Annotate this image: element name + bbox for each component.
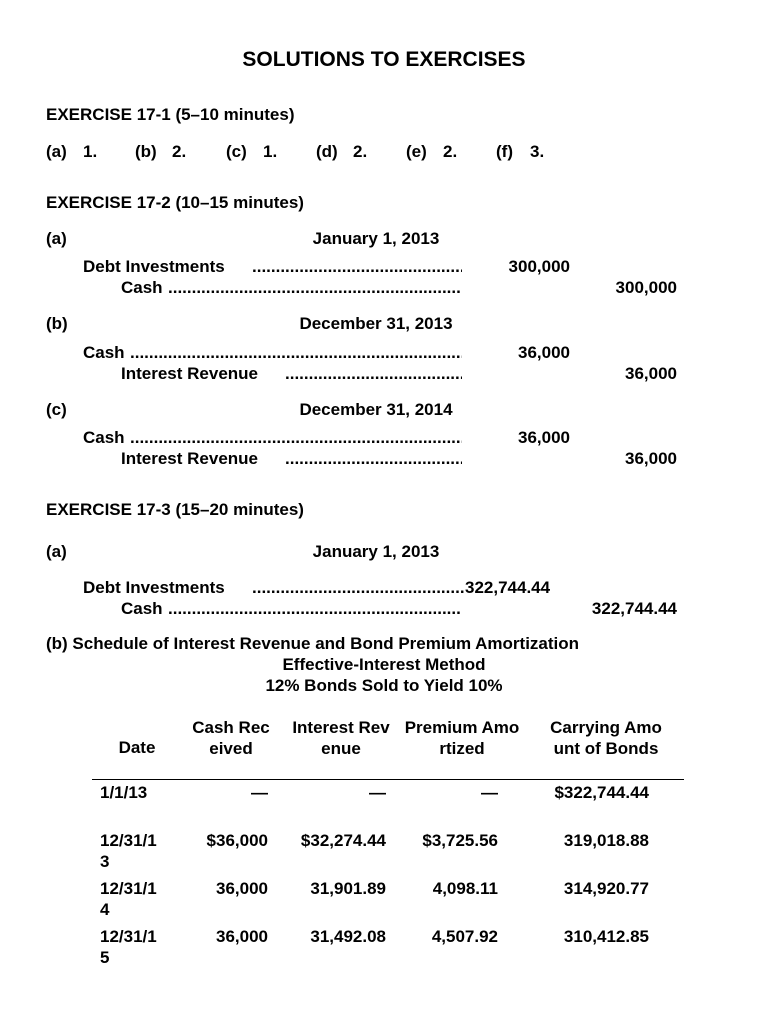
table-cell: 12/31/13	[100, 831, 157, 871]
table-cell: 31,901.89	[310, 879, 386, 898]
table-cell: 310,412.85	[563, 927, 649, 946]
part-label: (c)	[46, 400, 67, 419]
leader-dots	[130, 428, 462, 448]
answer-value: 2.	[443, 142, 458, 161]
table-cell: —	[369, 783, 386, 802]
credit-amount: 322,744.44	[591, 599, 677, 618]
table-cell: $36,000	[206, 831, 268, 850]
table-cell: 12/31/15	[100, 927, 157, 967]
debit-amount: 36,000	[518, 428, 570, 447]
entry-date: January 1, 2013	[312, 542, 440, 561]
credit-amount: 36,000	[625, 449, 677, 468]
column-header: Interest Revenue	[292, 718, 390, 758]
credit-account: Interest Revenue	[121, 449, 258, 468]
schedule-subtitle: Effective-Interest Method	[282, 655, 486, 674]
table-cell: 31,492.08	[310, 927, 386, 946]
column-header: Date	[118, 738, 156, 757]
table-cell: 12/31/14	[100, 879, 157, 919]
answer-label: (a)	[46, 142, 67, 161]
exercise-17-2-heading: EXERCISE 17-2 (10–15 minutes)	[46, 193, 304, 212]
answer-label: (b)	[135, 142, 157, 161]
leader-dots	[168, 599, 462, 619]
table-cell: —	[481, 783, 498, 802]
exercise-17-3-heading: EXERCISE 17-3 (15–20 minutes)	[46, 500, 304, 519]
table-cell: 36,000	[216, 879, 268, 898]
part-label: (a)	[46, 542, 67, 561]
entry-date: December 31, 2014	[299, 400, 453, 419]
credit-account: Interest Revenue	[121, 364, 258, 383]
debit-account: Cash	[83, 428, 125, 447]
credit-amount: 36,000	[625, 364, 677, 383]
column-header: Premium Amortized	[404, 718, 520, 758]
answer-label: (e)	[406, 142, 427, 161]
debit-account: Debt Investments	[83, 578, 225, 597]
debit-account: Debt Investments	[83, 257, 225, 276]
table-cell: 36,000	[216, 927, 268, 946]
answer-value: 3.	[530, 142, 545, 161]
answer-value: 1.	[83, 142, 98, 161]
answer-label: (f)	[496, 142, 513, 161]
table-cell: 314,920.77	[563, 879, 649, 898]
entry-date: January 1, 2013	[312, 229, 440, 248]
leader-dots	[285, 364, 462, 384]
answer-label: (c)	[226, 142, 247, 161]
credit-account: Cash	[121, 599, 163, 618]
table-cell: 4,507.92	[431, 927, 498, 946]
answer-value: 2.	[172, 142, 187, 161]
schedule-subtitle: 12% Bonds Sold to Yield 10%	[265, 676, 503, 695]
entry-date: December 31, 2013	[299, 314, 453, 333]
table-cell: $3,725.56	[422, 831, 498, 850]
table-cell: —	[251, 783, 268, 802]
schedule-title: (b) Schedule of Interest Revenue and Bond Premium Amortization	[46, 634, 580, 653]
table-cell: 4,098.11	[432, 879, 498, 898]
table-cell: $32,274.44	[300, 831, 386, 850]
column-header: Carrying Amount of Bonds	[550, 718, 662, 758]
column-header: Cash Received	[192, 718, 270, 758]
debit-amount: 322,744.44	[465, 578, 551, 597]
leader-dots	[252, 257, 462, 277]
credit-account: Cash	[121, 278, 163, 297]
leader-dots	[168, 278, 462, 298]
answer-label: (d)	[316, 142, 338, 161]
exercise-17-1-heading: EXERCISE 17-1 (5–10 minutes)	[46, 105, 295, 124]
debit-account: Cash	[83, 343, 125, 362]
header-rule	[92, 779, 684, 780]
table-cell: 319,018.88	[563, 831, 649, 850]
page-title: SOLUTIONS TO EXERCISES	[242, 48, 526, 71]
leader-dots	[252, 578, 464, 598]
debit-amount: 36,000	[518, 343, 570, 362]
table-cell: $322,744.44	[554, 783, 649, 802]
table-cell: 1/1/13	[100, 783, 148, 802]
credit-amount: 300,000	[615, 278, 677, 297]
part-label: (a)	[46, 229, 67, 248]
leader-dots	[130, 343, 462, 363]
answer-value: 2.	[353, 142, 368, 161]
debit-amount: 300,000	[508, 257, 570, 276]
answer-value: 1.	[263, 142, 278, 161]
part-label: (b)	[46, 314, 68, 333]
leader-dots	[285, 449, 462, 469]
